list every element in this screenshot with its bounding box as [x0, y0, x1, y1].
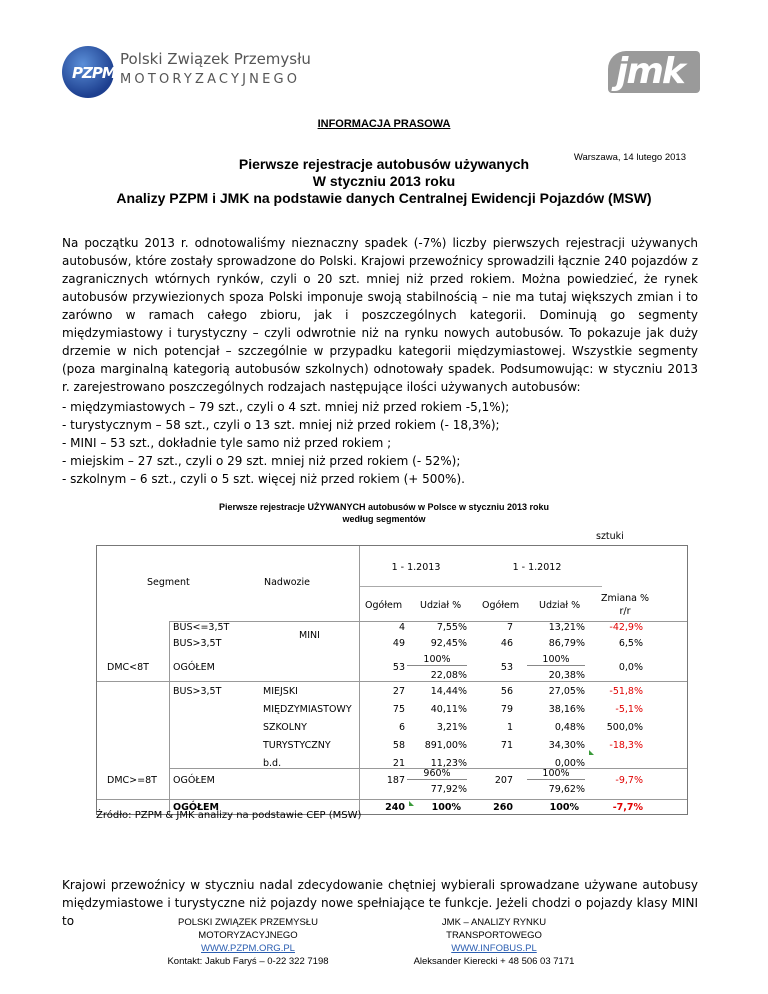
table-cell: 7,55%: [436, 622, 467, 633]
label-mini: MINI: [299, 630, 320, 641]
label-miejski: MIEJSKI: [263, 686, 298, 697]
table-cell: 46: [500, 638, 513, 649]
table-units: sztuki: [596, 531, 624, 542]
period-2012: 1 - 1.2012: [512, 562, 562, 573]
headline-line2: W styczniu 2013 roku: [312, 173, 456, 189]
table-cell: 7: [506, 622, 513, 633]
footer-pzpm-link[interactable]: WWW.PZPM.ORG.PL: [201, 943, 295, 954]
intro-paragraph: Na początku 2013 r. odnotowaliśmy nieznaczny spadek (-7%) liczby pierwszych rejestracji używanych autobusów, które zostały sprowadzone do Polski. Krajowi przewoźnicy sprowadzili łącznie 240 pojazdów z zagranicznych wtórnych rynków, czyli o 20 szt. mniej niż przed rokiem. Można powiedzieć, że rynek autobusów przywiezionych spoza Polski imponuje swoją stabilnością – nie ma tutaj większych zmian i to zarówno w ramach całego zbioru, jak i poszczególnych kategorii. Dominują go segmenty międzymiastowy i turystyczny – czyli odwrotnie niż na rynku nowych autobusów. To pokazuje jak duży drzemie w nich potencjał – szczególnie w przypadku kategorii międzymiastowej. Wszystkie segmenty (poza marginalną kategorią autobusów szkolnych) odnotowały spadek. Podsumowując: w styczniu 2013 r. zarejestrowano poszczególnych rodzajach następujące ilości używanych autobusów:: [62, 236, 698, 394]
table-cell: 77,92%: [430, 784, 467, 795]
footer-jmk-org: JMK – ANALIZY RYNKU TRANSPORTOWEGO: [441, 917, 547, 941]
table-cell: 891,00%: [424, 740, 467, 751]
table-cell: -18,3%: [609, 740, 643, 751]
table-cell: 100%: [527, 768, 585, 780]
table-cell: -51,8%: [609, 686, 643, 697]
table-subcaption: według segmentów: [342, 514, 426, 524]
table-cell: 0,48%: [554, 722, 585, 733]
table-cell: 49: [392, 638, 405, 649]
headline-line3: Analizy PZPM i JMK na podstawie danych Centralnej Ewidencji Pojazdów (MSW): [116, 190, 652, 206]
table-cell: 11,23%: [430, 758, 467, 769]
comment-marker-icon: [409, 801, 414, 806]
release-date: Warszawa, 14 lutego 2013: [573, 152, 686, 163]
table-cell: 53: [500, 662, 513, 673]
table-cell: 4: [398, 622, 405, 633]
label-ogolem-lt8: OGÓŁEM: [173, 662, 215, 673]
list-item: - międzymiastowych – 79 szt., czyli o 4 szt. mniej niż przed rokiem -5,1%);: [62, 400, 510, 414]
label-bus-gt35-large: BUS>3,5T: [173, 686, 222, 697]
table-cell: 0,00%: [554, 758, 585, 769]
period-2013: 1 - 1.2013: [391, 562, 441, 573]
registrations-table: [96, 545, 688, 815]
table-cell: 187: [386, 775, 405, 786]
header-udzial-2012: Udział %: [539, 600, 581, 611]
table-cell: 20,38%: [548, 670, 585, 681]
table-cell: 0,0%: [618, 662, 643, 673]
header-zmiana: Zmiana %: [600, 593, 650, 604]
headline-line1: Pierwsze rejestracje autobusów używanych: [238, 156, 530, 172]
table-cell: 260: [493, 802, 513, 813]
table-cell: 38,16%: [548, 704, 585, 715]
table-cell: 79,62%: [548, 784, 585, 795]
table-cell: 100%: [527, 654, 585, 666]
table-cell: 58: [392, 740, 405, 751]
label-turystyczny: TURYSTYCZNY: [263, 740, 331, 751]
table-cell: -9,7%: [615, 775, 643, 786]
header-udzial-2013: Udział %: [420, 600, 462, 611]
header-nadwozie: Nadwozie: [264, 577, 311, 588]
pzpm-logo: [62, 44, 311, 102]
label-dmc-ge8: DMC>=8T: [107, 775, 157, 786]
label-grand-total: OGÓŁEM: [173, 802, 219, 813]
pzpm-logo-line1: Polski Związek Przemysłu: [120, 50, 311, 68]
label-dmc-lt8: DMC<8T: [107, 662, 149, 673]
table-cell: 40,11%: [430, 704, 467, 715]
table-cell: 100%: [549, 802, 579, 813]
label-ogolem-ge8: OGÓŁEM: [173, 775, 215, 786]
table-cell: 22,08%: [430, 670, 467, 681]
table-cell: -7,7%: [612, 802, 643, 813]
label-szkolny: SZKOLNY: [263, 722, 307, 733]
list-item: - miejskim – 27 szt., czyli o 29 szt. mniej niż przed rokiem (- 52%);: [62, 454, 461, 468]
table-cell: 92,45%: [430, 638, 467, 649]
table-cell: 86,79%: [548, 638, 585, 649]
table-cell: 100%: [407, 654, 467, 666]
footer-pzpm-contact: Kontakt: Jakub Faryś – 0-22 322 7198: [167, 956, 329, 967]
table-cell: 6,5%: [618, 638, 643, 649]
table-cell: 21: [392, 758, 405, 769]
jmk-logo-text: jmk: [616, 51, 684, 92]
table-caption: Pierwsze rejestracje UŻYWANYCH autobusów w Polsce w styczniu 2013 roku: [218, 502, 550, 512]
table-cell: 100%: [431, 802, 461, 813]
table-cell: 13,21%: [548, 622, 585, 633]
footer-jmk-contact: Aleksander Kierecki + 48 506 03 7171: [413, 956, 575, 967]
label-bus-le35: BUS<=3,5T: [173, 622, 230, 633]
table-cell: 79: [500, 704, 513, 715]
table-cell: 207: [494, 775, 513, 786]
table-cell: 53: [392, 662, 405, 673]
table-cell: 500,0%: [606, 722, 643, 733]
label-bus-gt35: BUS>3,5T: [173, 638, 222, 649]
table-cell: -42,9%: [609, 622, 643, 633]
pzpm-emblem-icon: PZPM: [62, 46, 114, 98]
comment-marker-icon: [589, 750, 594, 755]
table-cell: 27: [392, 686, 405, 697]
footer-jmk-link[interactable]: WWW.INFOBUS.PL: [451, 943, 537, 954]
press-release-title: INFORMACJA PRASOWA: [317, 118, 451, 130]
list-item: - szkolnym – 6 szt., czyli o 5 szt. więcej niż przed rokiem (+ 500%).: [62, 472, 465, 486]
list-item: - MINI – 53 szt., dokładnie tyle samo niż przed rokiem ;: [62, 436, 392, 450]
table-cell: 3,21%: [436, 722, 467, 733]
table-cell: 27,05%: [548, 686, 585, 697]
footer-jmk: [394, 916, 594, 968]
header-rr: r/r: [619, 606, 631, 617]
table-cell: 960%: [407, 768, 467, 780]
pzpm-logo-line2: MOTORYZACYJNEGO: [120, 72, 301, 87]
table-cell: 6: [398, 722, 405, 733]
footer-pzpm: [128, 916, 368, 968]
label-miedzymiastowy: MIĘDZYMIASTOWY: [263, 704, 352, 715]
label-bd: b.d.: [263, 758, 282, 769]
table-cell: -5,1%: [615, 704, 643, 715]
segment-summary-list: [62, 398, 509, 488]
list-item: - turystycznym – 58 szt., czyli o 13 szt. mniej niż przed rokiem (- 18,3%);: [62, 418, 500, 432]
table-cell: 56: [500, 686, 513, 697]
table-cell: 14,44%: [430, 686, 467, 697]
table-cell: 34,30%: [548, 740, 585, 751]
header-segment: Segment: [147, 577, 190, 588]
table-cell: 71: [500, 740, 513, 751]
table-cell: 1: [506, 722, 513, 733]
table-cell: 75: [392, 704, 405, 715]
header-ogolem-2012: Ogółem: [482, 600, 520, 611]
table-cell: 240: [385, 802, 405, 813]
closing-paragraph: Krajowi przewoźnicy w styczniu nadal zdecydowanie chętniej wybierali sprowadzane używane autobusy międzymiastowe i turystyczne niż pojazdy nowe spełniające te funkcje. Jeżeli chodzi o pojazdy klasy MINI to: [62, 878, 698, 928]
table-source: Źródło: PZPM & JMK analizy na podstawie CEP (MSW): [96, 810, 362, 821]
jmk-logo: [608, 51, 700, 93]
footer-pzpm-org: POLSKI ZWIĄZEK PRZEMYSŁU MOTORYZACYJNEGO: [178, 917, 318, 941]
header-ogolem-2013: Ogółem: [365, 600, 403, 611]
